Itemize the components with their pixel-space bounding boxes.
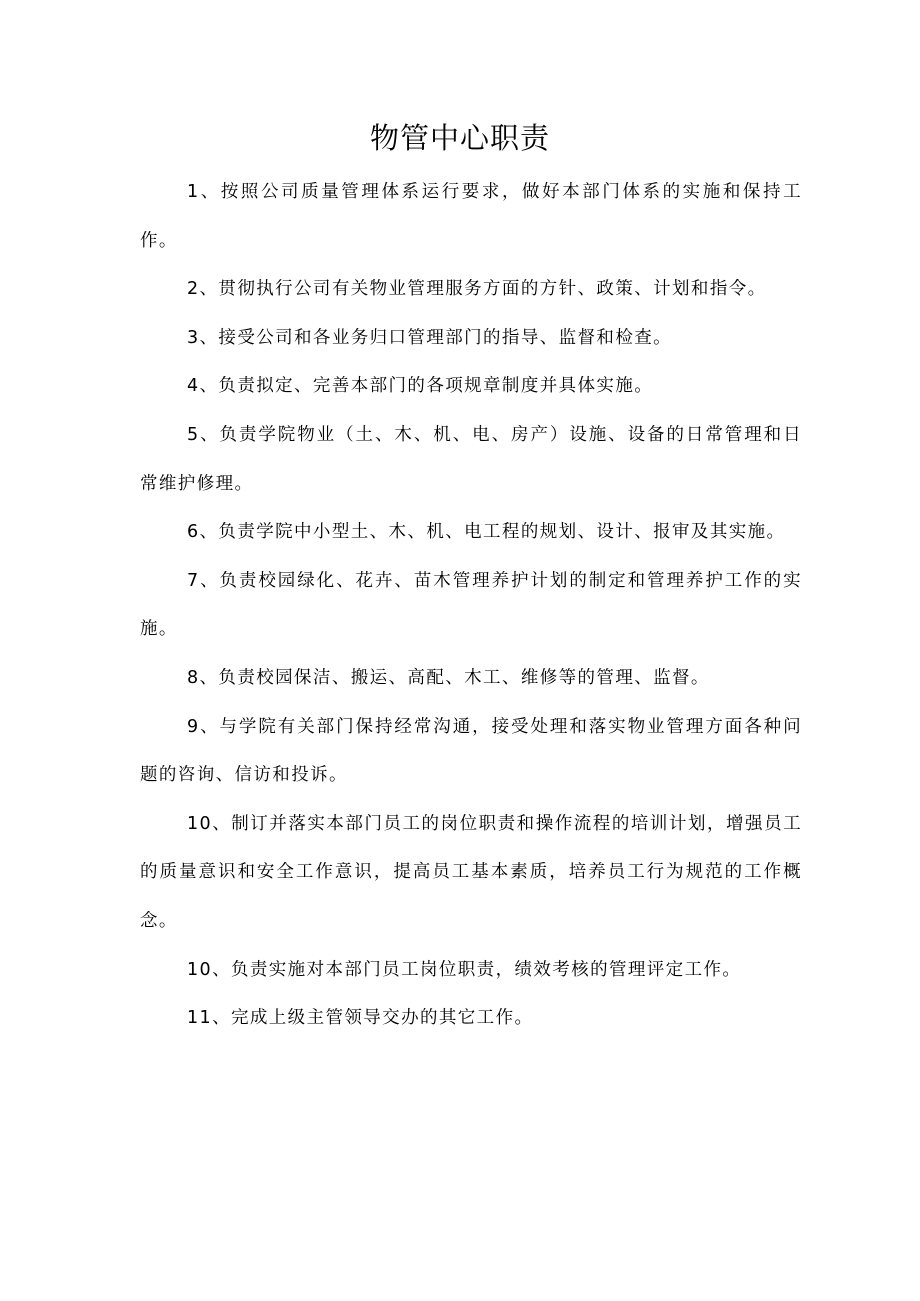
responsibility-item-1: 1、按照公司质量管理体系运行要求，做好本部门体系的实施和保持工作。 [140, 182, 802, 251]
responsibilities-list [140, 168, 802, 1043]
document-title: 物管中心职责 [369, 121, 550, 155]
responsibility-item-11: 11、完成上级主管领导交办的其它工作。 [187, 1008, 534, 1029]
responsibility-item-8: 8、负责校园保洁、搬运、高配、木工、维修等的管理、监督。 [187, 667, 710, 688]
responsibility-item-3: 3、接受公司和各业务归口管理部门的指导、监督和检查。 [187, 327, 673, 348]
responsibility-item-6: 6、负责学院中小型土、木、机、电工程的规划、设计、报审及其实施。 [187, 522, 786, 543]
responsibility-item-5: 5、负责学院物业（土、木、机、电、房产）设施、设备的日常管理和日常维护修理。 [140, 424, 802, 494]
responsibility-item-9: 9、与学院有关部门保持经常沟通，接受处理和落实物业管理方面各种问题的咨询、信访和投诉。 [140, 716, 802, 786]
responsibility-item-7: 7、负责校园绿化、花卉、苗木管理养护计划的制定和管理养护工作的实施。 [140, 570, 802, 640]
responsibility-item-4: 4、负责拟定、完善本部门的各项规章制度并具体实施。 [187, 376, 654, 397]
responsibility-item-10b: 10、负责实施对本部门员工岗位职责，绩效考核的管理评定工作。 [187, 959, 742, 980]
responsibility-item-2: 2、贯彻执行公司有关物业管理服务方面的方针、政策、计划和指令。 [187, 279, 767, 300]
responsibility-item-10: 10、制订并落实本部门员工的岗位职责和操作流程的培训计划，增强员工的质量意识和安全工作意识，提高员工基本素质，培养员工行为规范的工作概念。 [140, 813, 802, 931]
